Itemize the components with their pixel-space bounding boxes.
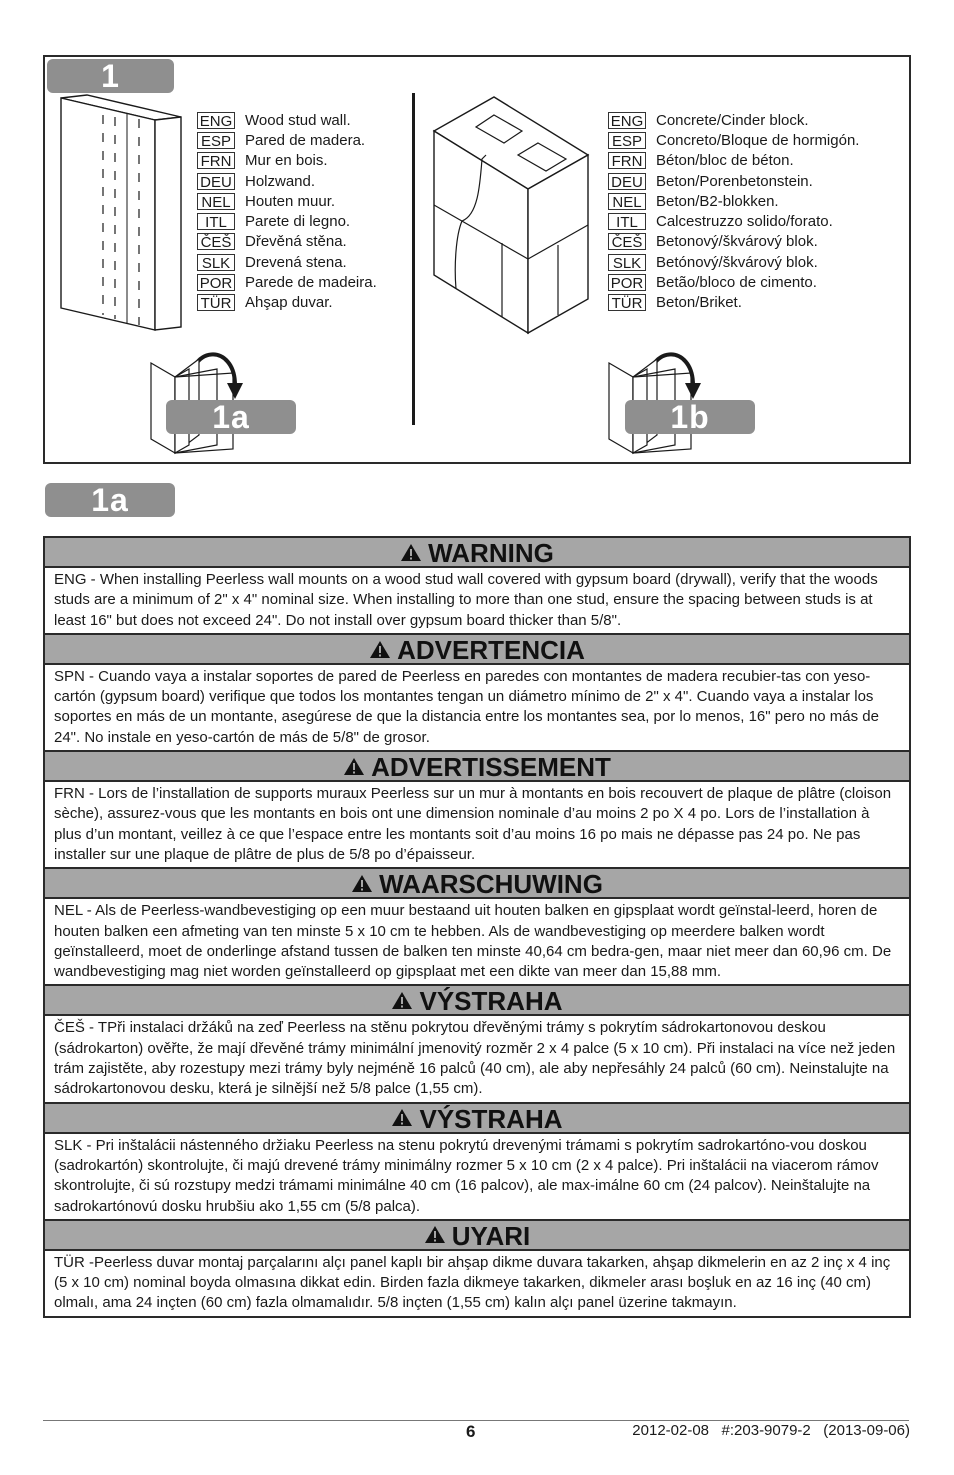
concrete-block-options — [608, 110, 859, 313]
option-text: Calcestruzzo solido/forato. — [656, 213, 833, 231]
language-code: POR — [197, 274, 235, 291]
option-text: Parete di legno. — [245, 213, 351, 231]
section-1a-label: 1a — [45, 483, 175, 517]
document-info: 2012-02-08 #:203-9079-2 (2013-09-06) — [632, 1422, 910, 1439]
language-code: FRN — [608, 152, 646, 169]
language-code: ENG — [608, 112, 646, 129]
warning-text: TÜR -Peerless duvar montaj parçalarını alçı panel kaplı bir ahşap dikme duvara takarken, ahşap dikmelerin en az 2 inç x 4 inç (5 x 10 cm) nominal boyda olmasına dikkat edin. Birden fazla dikmeye takarken, dikmeler arası boşluk en az 16 inç (40 cm) olmalı, ama 24 inçten (60 cm) fazla olmamalıdır. 5/8 inçten (1,55 cm) kalın alçı panel üzerine takmayın. — [45, 1251, 909, 1316]
wood-stud-wall-options — [197, 110, 377, 313]
warning-text: NEL - Als de Peerless-wandbevestiging op een muur bestaand uit houten balken en gipsplaat wordt geïnstal-leerd, horen de houten balken een afmeting van ten minste 5 x 10 cm te hebben. Als de wandbevestiging op meerdere balken wordt geïnstalleerd, moet de onderlinge afstand tussen de balken ten minste 40,64 cm bedra-gen, maar niet meer dan 60,96 cm. De wandbevestiging mag niet worden geïnstalleerd op gipsplaat met een dikte van meer dan 15,88 mm. — [45, 899, 909, 986]
language-row — [197, 232, 377, 252]
language-code: FRN — [197, 152, 235, 169]
language-row — [608, 171, 859, 191]
language-row — [197, 293, 377, 313]
warning-text: ČEŠ - TPři instalaci držáků na zeď Peerless na stěnu pokrytou dřevěnými trámy s pokrytím sádrokartonovou deskou (sádrokarton) ověřte, že mají dřevěné trámy minimální jmenovitý rozměr 2 x 4 palce (5 x 10 cm). Při instalaci na více než jeden trám zajistěte, aby rozestupy mezi trámy byly nejméně 16 palců (40 cm), ale aby nepřesáhly 24 palců (60 cm). Neinstalujte na sádrokartonovou desku, která je silnější než 5/8 palce (1,55 cm). — [45, 1016, 909, 1103]
language-code: TÜR — [608, 294, 646, 311]
warning-header — [45, 869, 909, 899]
vertical-divider — [412, 93, 415, 425]
language-code: ENG — [197, 112, 235, 129]
option-text: Pared de madera. — [245, 131, 366, 149]
option-text: Ahşap duvar. — [245, 294, 333, 312]
language-row — [608, 211, 859, 231]
language-code: DEU — [197, 173, 235, 190]
language-code: ESP — [197, 132, 235, 149]
warning-triangle-icon — [351, 874, 373, 893]
language-code: NEL — [197, 193, 235, 210]
option-text: Betonový/škvárový blok. — [656, 233, 818, 251]
language-code: SLK — [608, 254, 646, 271]
option-text: Concreto/Bloque de hormigón. — [656, 131, 860, 149]
warning-text: FRN - Lors de l’installation de supports muraux Peerless sur un mur à montants en bois recouvert de plaque de plâtre (cloison sèche), assurez-vous que les montants en bois ont une dimension nominale d’au moins 2 po X 4 po. Lors de l’installation à plus d’un montant, veillez à ce que l’espace entre les montants soit d’au moins 16 po mais ne dépasse pas 24 po. Ne pas installer sur une plaque de plâtre de plus de 5/8 po d’épaisseur. — [45, 782, 909, 869]
language-code: DEU — [608, 173, 646, 190]
warning-triangle-icon — [400, 543, 422, 562]
option-text: Wood stud wall. — [245, 111, 351, 129]
option-text: Beton/Porenbetonstein. — [656, 172, 813, 190]
warning-title: VÝSTRAHA — [419, 1103, 563, 1134]
language-row — [197, 191, 377, 211]
language-row — [197, 130, 377, 150]
option-text: Holzwand. — [245, 172, 316, 190]
language-row — [608, 130, 859, 150]
warning-triangle-icon — [369, 640, 391, 659]
warning-title: UYARI — [451, 1220, 531, 1251]
warning-header — [45, 635, 909, 665]
language-row — [608, 232, 859, 252]
language-code: NEL — [608, 193, 646, 210]
option-text: Concrete/Cinder block. — [656, 111, 809, 129]
option-text: Mur en bois. — [245, 152, 328, 170]
language-code: ESP — [608, 132, 646, 149]
language-row — [197, 151, 377, 171]
option-1b-label: 1b — [625, 400, 755, 434]
warning-header — [45, 538, 909, 568]
warning-triangle-icon — [424, 1225, 446, 1244]
language-code: POR — [608, 274, 646, 291]
language-code: TÜR — [197, 294, 235, 311]
option-1a-label: 1a — [166, 400, 296, 434]
language-row — [197, 171, 377, 191]
option-text: Betónový/škvárový blok. — [656, 253, 818, 271]
warning-title: WAARSCHUWING — [379, 869, 603, 900]
warning-text: SPN - Cuando vaya a instalar soportes de pared de Peerless en paredes con montantes de madera recubier-tas con yeso-cartón (gypsum board) verifique que todos los montantes tengan un diámetro mínimo de 2" x 4". Cuando vaya a instalar los soportes en más de un montante, asegúrese de que la distancia entre los montantes sea, por lo menos, 16" pero no más de 24". No instale en yeso-cartón de más de 5/8" de grosor. — [45, 665, 909, 752]
step-1-figure — [43, 55, 911, 464]
page-flip-icon — [605, 333, 715, 455]
warning-title: WARNING — [428, 538, 554, 568]
option-text: Béton/bloc de béton. — [656, 152, 794, 170]
warning-header — [45, 752, 909, 782]
warning-header — [45, 1104, 909, 1134]
language-code: ČEŠ — [197, 233, 235, 250]
concrete-block-illustration — [432, 95, 592, 335]
wood-stud-wall-illustration — [59, 93, 184, 333]
warning-title: ADVERTISSEMENT — [371, 752, 611, 783]
language-row — [197, 110, 377, 130]
language-row — [608, 110, 859, 130]
language-row — [608, 151, 859, 171]
option-text: Betão/bloco de cimento. — [656, 274, 817, 292]
language-row — [197, 252, 377, 272]
option-text: Parede de madeira. — [245, 274, 377, 292]
warning-header — [45, 986, 909, 1016]
language-code: ITL — [608, 213, 646, 230]
warning-header — [45, 1221, 909, 1251]
page-number: 6 — [466, 1422, 476, 1441]
language-code: SLK — [197, 254, 235, 271]
option-text: Drevená stena. — [245, 253, 347, 271]
option-text: Beton/Briket. — [656, 294, 742, 312]
language-row — [197, 211, 377, 231]
language-row — [608, 272, 859, 292]
page-flip-icon — [147, 333, 257, 455]
warning-triangle-icon — [391, 1108, 413, 1127]
language-row — [197, 272, 377, 292]
warning-title: ADVERTENCIA — [397, 634, 585, 665]
warning-text: SLK - Pri inštalácii nástenného držiaku Peerless na stenu pokrytú drevenými trámami s pokrytím sadrokartóno-vou doskou (sadrokartón) skontrolujte, či majú drevené trámy minimálny rozmer 5 x 10 cm (2 x 4 palce). Pri inštalácii na viacerom rámov skontrolujte, či sú rozstupy medzi trámami minimálne 40 cm (16 palcov), ale max-imálne 60 cm (24 palcov). Neinštalujte na sadrokartónovú dosku hrubšiu ako 1,55 cm (5/8 palca). — [45, 1134, 909, 1221]
language-code: ČEŠ — [608, 233, 646, 250]
language-code: ITL — [197, 213, 235, 230]
warning-text: ENG - When installing Peerless wall mounts on a wood stud wall covered with gypsum board (drywall), verify that the woods studs are a minimum of 2" x 4" nominal size. When installing to more than one stud, ensure the spacing between studs is at least 16" but does not exceed 24". Do not install over gypsum board thicker than 5/8". — [45, 568, 909, 635]
language-row — [608, 293, 859, 313]
option-text: Beton/B2-blokken. — [656, 192, 779, 210]
warning-triangle-icon — [391, 991, 413, 1010]
option-text: Houten muur. — [245, 192, 336, 210]
footer-rule — [43, 1420, 909, 1421]
option-text: Dřevěná stěna. — [245, 233, 347, 251]
language-row — [608, 252, 859, 272]
warning-title: VÝSTRAHA — [419, 986, 563, 1017]
warnings-table — [43, 536, 911, 1318]
step-1-label: 1 — [47, 59, 174, 93]
warning-triangle-icon — [343, 757, 365, 776]
language-row — [608, 191, 859, 211]
